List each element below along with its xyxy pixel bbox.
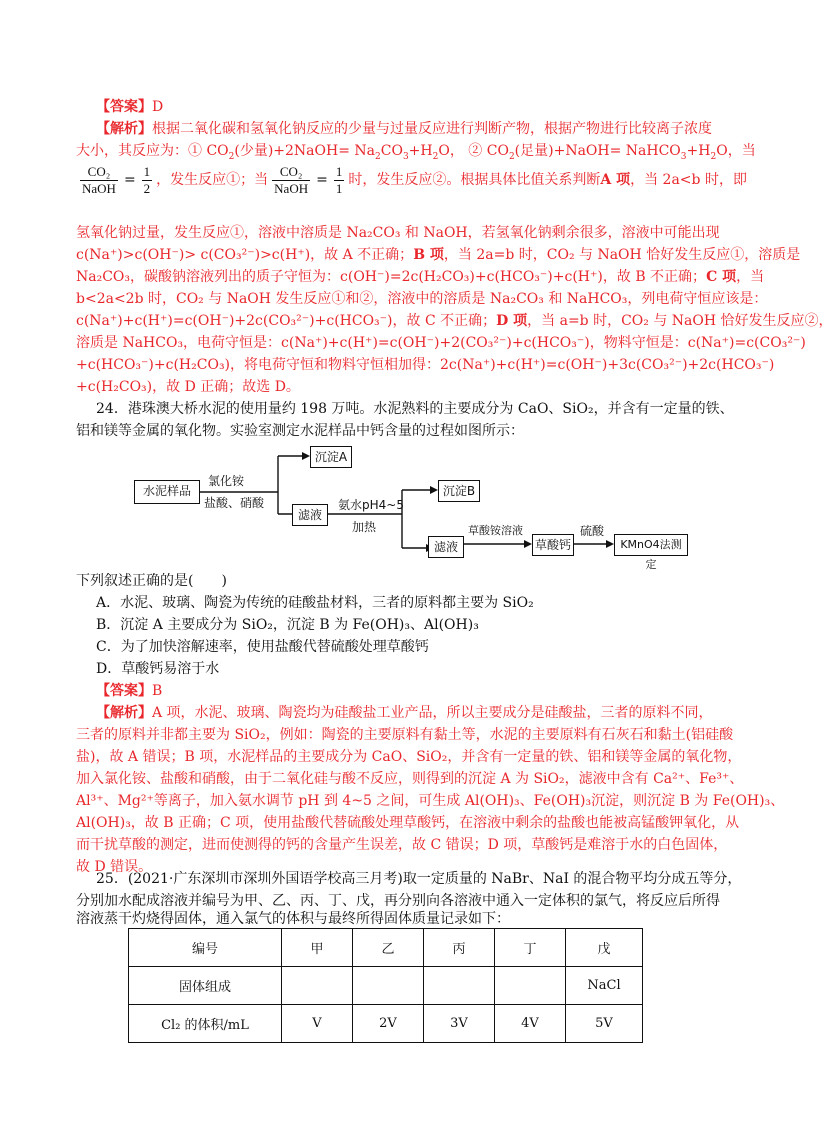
fraction-denominator: 2 — [143, 180, 151, 196]
reagent-label: 氯化铵 — [208, 474, 245, 488]
table-cell — [424, 967, 495, 1005]
ratio-fraction-1 — [80, 164, 118, 197]
analysis-line-6 — [76, 266, 765, 288]
sample-box: 水泥样品 — [134, 480, 200, 504]
question-24-stem-1: 24．港珠澳大桥水泥的使用量约 198 万吨。水泥熟料的主要成分为 CaO、SiO₂，并含有一定量的铁、 — [96, 401, 734, 417]
text-run: Na₂CO₃，碳酸钠溶液列出的质子守恒为：c(OH⁻)=2c(H₂CO₃)+c(HCO₃⁻)+c(H⁺)，故 B 不正确； — [76, 269, 707, 285]
text-run: +H — [686, 143, 711, 159]
reagent-label: 氨水pH4~5 — [338, 498, 404, 512]
analysis-line-4: 氢氧化钠过量，发生反应①，溶液中溶质是 Na₂CO₃ 和 NaOH，若氢氧化钠剩余很多，溶液中可能出现 — [76, 225, 720, 241]
option-c: C．为了加快溶解速率，使用盐酸代替硫酸处理草酸钙 — [96, 639, 429, 655]
fraction-numerator: CO₂ — [272, 164, 310, 181]
fraction-numerator: CO₂ — [80, 164, 118, 181]
table-cell: V — [282, 1005, 353, 1043]
text-run: ，当 — [736, 269, 765, 285]
analysis-line-4: 加入氯化铵、盐酸和硝酸，由于二氧化硅与酸不反应，则得到的沉淀 A 为 SiO₂，滤液中含有 Ca²⁺、Fe³⁺、 — [76, 771, 744, 787]
text-run: c(Na⁺)>c(OH⁻)> c(CO₃²⁻)>c(H⁺)，故 A 不正确； — [76, 247, 414, 263]
answer-tag: 【答案】 — [96, 683, 152, 699]
ratio-fraction-2 — [272, 164, 310, 197]
text-run: (足量)+NaOH= NaHCO — [514, 143, 681, 159]
text-run: CO — [380, 143, 403, 159]
fraction-denominator: NaOH — [274, 180, 309, 196]
item-tag: A 项 — [600, 172, 631, 188]
table-header-cell: 乙 — [353, 929, 424, 967]
record-table — [128, 928, 643, 1043]
analysis-line-8 — [76, 310, 833, 332]
question-25-stem-1: 25．(2021·广东深圳市深圳外国语学校高三月考)取一定质量的 NaBr、NaI 的混合物平均分成五等分， — [96, 871, 742, 887]
filtrate-box: 滤液 — [292, 504, 328, 526]
calcium-oxalate-box: 草酸钙 — [532, 534, 574, 556]
answer-line — [96, 680, 724, 702]
table-cell: 3V — [424, 1005, 495, 1043]
table-cell: 2V — [353, 1005, 424, 1043]
text-run: O， ② CO — [438, 143, 509, 159]
answer-value: D — [152, 99, 164, 115]
reagent-label: 加热 — [352, 520, 377, 534]
text-run: ，发生反应①；当 — [156, 172, 269, 188]
analysis-line-7: b<2a<2b 时，CO₂ 与 NaOH 发生反应①和②，溶液中的溶质是 Na₂CO₃ 和 NaHCO₃，列电荷守恒应该是： — [76, 291, 768, 307]
table-row — [129, 967, 643, 1005]
question-24-stem-2: 铝和镁等金属的氧化物。实验室测定水泥样品中钙含量的过程如图所示： — [76, 423, 524, 439]
item-tag: C 项 — [706, 269, 737, 285]
question-25-stem-2: 分别加水配成溶液并编号为甲、乙、丙、丁、戊，再分别向各溶液中通入一定体积的氯气，将反应后所得 — [76, 893, 720, 909]
table-header-cell: 丁 — [495, 929, 566, 967]
table-cell: NaCl — [566, 967, 643, 1005]
table-cell: 5V — [566, 1005, 643, 1043]
analysis-line-5 — [76, 244, 801, 266]
text-run: c(Na⁺)+c(H⁺)=c(OH⁻)+2c(CO₃²⁻)+c(HCO₃⁻)，故 C 不正确； — [76, 313, 497, 329]
analysis-tag: 【解析】 — [96, 121, 152, 137]
table-header-cell: 戊 — [566, 929, 643, 967]
analysis-line-9: 溶质是 NaHCO₃，电荷守恒是：c(Na⁺)+c(H⁺)=c(OH⁻)+2(CO₃²⁻)+c(HCO₃⁻)，物料守恒是：c(Na⁺)=c(CO₃²⁻) — [76, 335, 806, 351]
table-cell — [353, 967, 424, 1005]
text-run: ，当 2a=b 时，CO₂ 与 NaOH 恰好发生反应①，溶质是 — [443, 247, 801, 263]
analysis-line-1 — [96, 702, 724, 724]
analysis-text: 根据二氧化碳和氢氧化钠反应的少量与过量反应进行判断产物，根据产物进行比较离子浓度 — [152, 121, 712, 137]
flowchart — [128, 442, 700, 570]
text-run: 大小，其反应为：① CO — [76, 143, 229, 159]
fraction-numerator: 1 — [143, 163, 151, 179]
option-b: B．沉淀 A 主要成分为 SiO₂，沉淀 B 为 Fe(OH)₃、Al(OH)₃ — [96, 617, 479, 633]
item-tag: D 项 — [496, 313, 528, 329]
table-cell — [282, 967, 353, 1005]
equals-sign: = — [123, 172, 136, 188]
option-d: D．草酸钙易溶于水 — [96, 661, 220, 677]
analysis-line-5: Al³⁺、Mg²⁺等离子，加入氨水调节 pH 到 4~5 之间，可生成 Al(OH)₃、Fe(OH)₃沉淀，则沉淀 B 为 Fe(OH)₃、 — [76, 793, 785, 809]
analysis-tag: 【解析】 — [96, 705, 152, 721]
table-header-cell: 丙 — [424, 929, 495, 967]
text-run: ，当 a=b 时，CO₂ 与 NaOH 恰好发生反应②， — [527, 313, 833, 329]
analysis-line-6: Al(OH)₃，故 B 正确；C 项，使用盐酸代替硫酸处理草酸钙，在溶液中剩余的盐酸也能被高锰酸钾氧化，从 — [76, 815, 740, 831]
analysis-line-7: 而干扰草酸的测定，进而使测得的钙的含量产生误差，故 C 错误；D 项，草酸钙是难溶于水的白色固体， — [76, 837, 728, 853]
table-header-cell: 编号 — [129, 929, 282, 967]
table-cell: Cl₂ 的体积/mL — [129, 1005, 282, 1043]
answer-tag: 【答案】 — [96, 99, 152, 115]
precipitate-b-box: 沉淀B — [438, 480, 480, 502]
analysis-line-11: +c(H₂CO₃)，故 D 正确；故选 D。 — [76, 379, 300, 395]
table-cell: 固体组成 — [129, 967, 282, 1005]
precipitate-a-box: 沉淀A — [310, 446, 352, 468]
table-row — [129, 929, 643, 967]
reagent-label: 硫酸 — [580, 524, 605, 538]
analysis-line-10: +c(HCO₃⁻)+c(H₂CO₃)，将电荷守恒和物料守恒相加得：2c(Na⁺)+c(H⁺)=c(OH⁻)+3c(CO₃²⁻)+2c(HCO₃⁻) — [76, 357, 775, 373]
answer-line — [96, 96, 724, 118]
fraction-denominator: NaOH — [82, 180, 116, 196]
reagent-label: 盐酸、硝酸 — [204, 496, 265, 510]
text-run: O，当 — [716, 143, 756, 159]
ratio-value-1 — [142, 164, 153, 197]
item-tag: B 项 — [413, 247, 444, 263]
ratio-value-2 — [334, 164, 345, 197]
analysis-line-2: 三者的原料并非都主要为 SiO₂，例如：陶瓷的主要原料有黏土等，水泥的主要原料有石灰石和黏土(铝硅酸 — [76, 727, 734, 743]
answer-value: B — [152, 683, 163, 699]
option-a: A．水泥、玻璃、陶瓷为传统的硅酸盐材料，三者的原料都主要为 SiO₂ — [96, 595, 534, 611]
analysis-line-3: 盐)，故 A 错误；B 项，水泥样品的主要成分为 CaO、SiO₂，并含有一定量的铁、铝和镁等金属的氧化物， — [76, 749, 742, 765]
table-row — [129, 1005, 643, 1043]
analysis-line-2: 大小，其反应为：① $CO_2$(少量)+2NaOH= $Na_2CO_3+H_2O$， ② $CO_2$(足量)+NaOH= $NaHCO_3+H_2O$，当 — [76, 143, 756, 162]
analysis-line-1 — [96, 118, 724, 140]
fraction-numerator: 1 — [335, 163, 343, 179]
analysis-line-8: 故 D 错误。 — [76, 859, 153, 875]
table-cell: 4V — [495, 1005, 566, 1043]
titration-box: KMnO4法测定 — [614, 534, 688, 556]
text-run: (少量)+2NaOH= Na — [234, 143, 375, 159]
text-run: +H — [408, 143, 433, 159]
filtrate-box: 滤液 — [428, 536, 464, 558]
question-prompt: 下列叙述正确的是( ) — [76, 573, 227, 589]
table-header-cell: 甲 — [282, 929, 353, 967]
analysis-line-3 — [76, 160, 747, 200]
analysis-text: A 项，水泥、玻璃、陶瓷均为硅酸盐工业产品，所以主要成分是硅酸盐，三者的原料不同， — [152, 705, 713, 721]
text-run: 时，发生反应②。根据具体比值关系判断 — [348, 172, 601, 188]
reagent-label: 草酸铵溶液 — [468, 524, 523, 537]
text-run: ，当 2a<b 时，即 — [630, 172, 747, 188]
table-cell — [495, 967, 566, 1005]
question-25-stem-3: 溶液蒸干灼烧得固体，通入氯气的体积与最终所得固体质量记录如下： — [76, 911, 510, 927]
equals-sign: = — [316, 172, 328, 188]
fraction-denominator: 1 — [335, 180, 343, 196]
